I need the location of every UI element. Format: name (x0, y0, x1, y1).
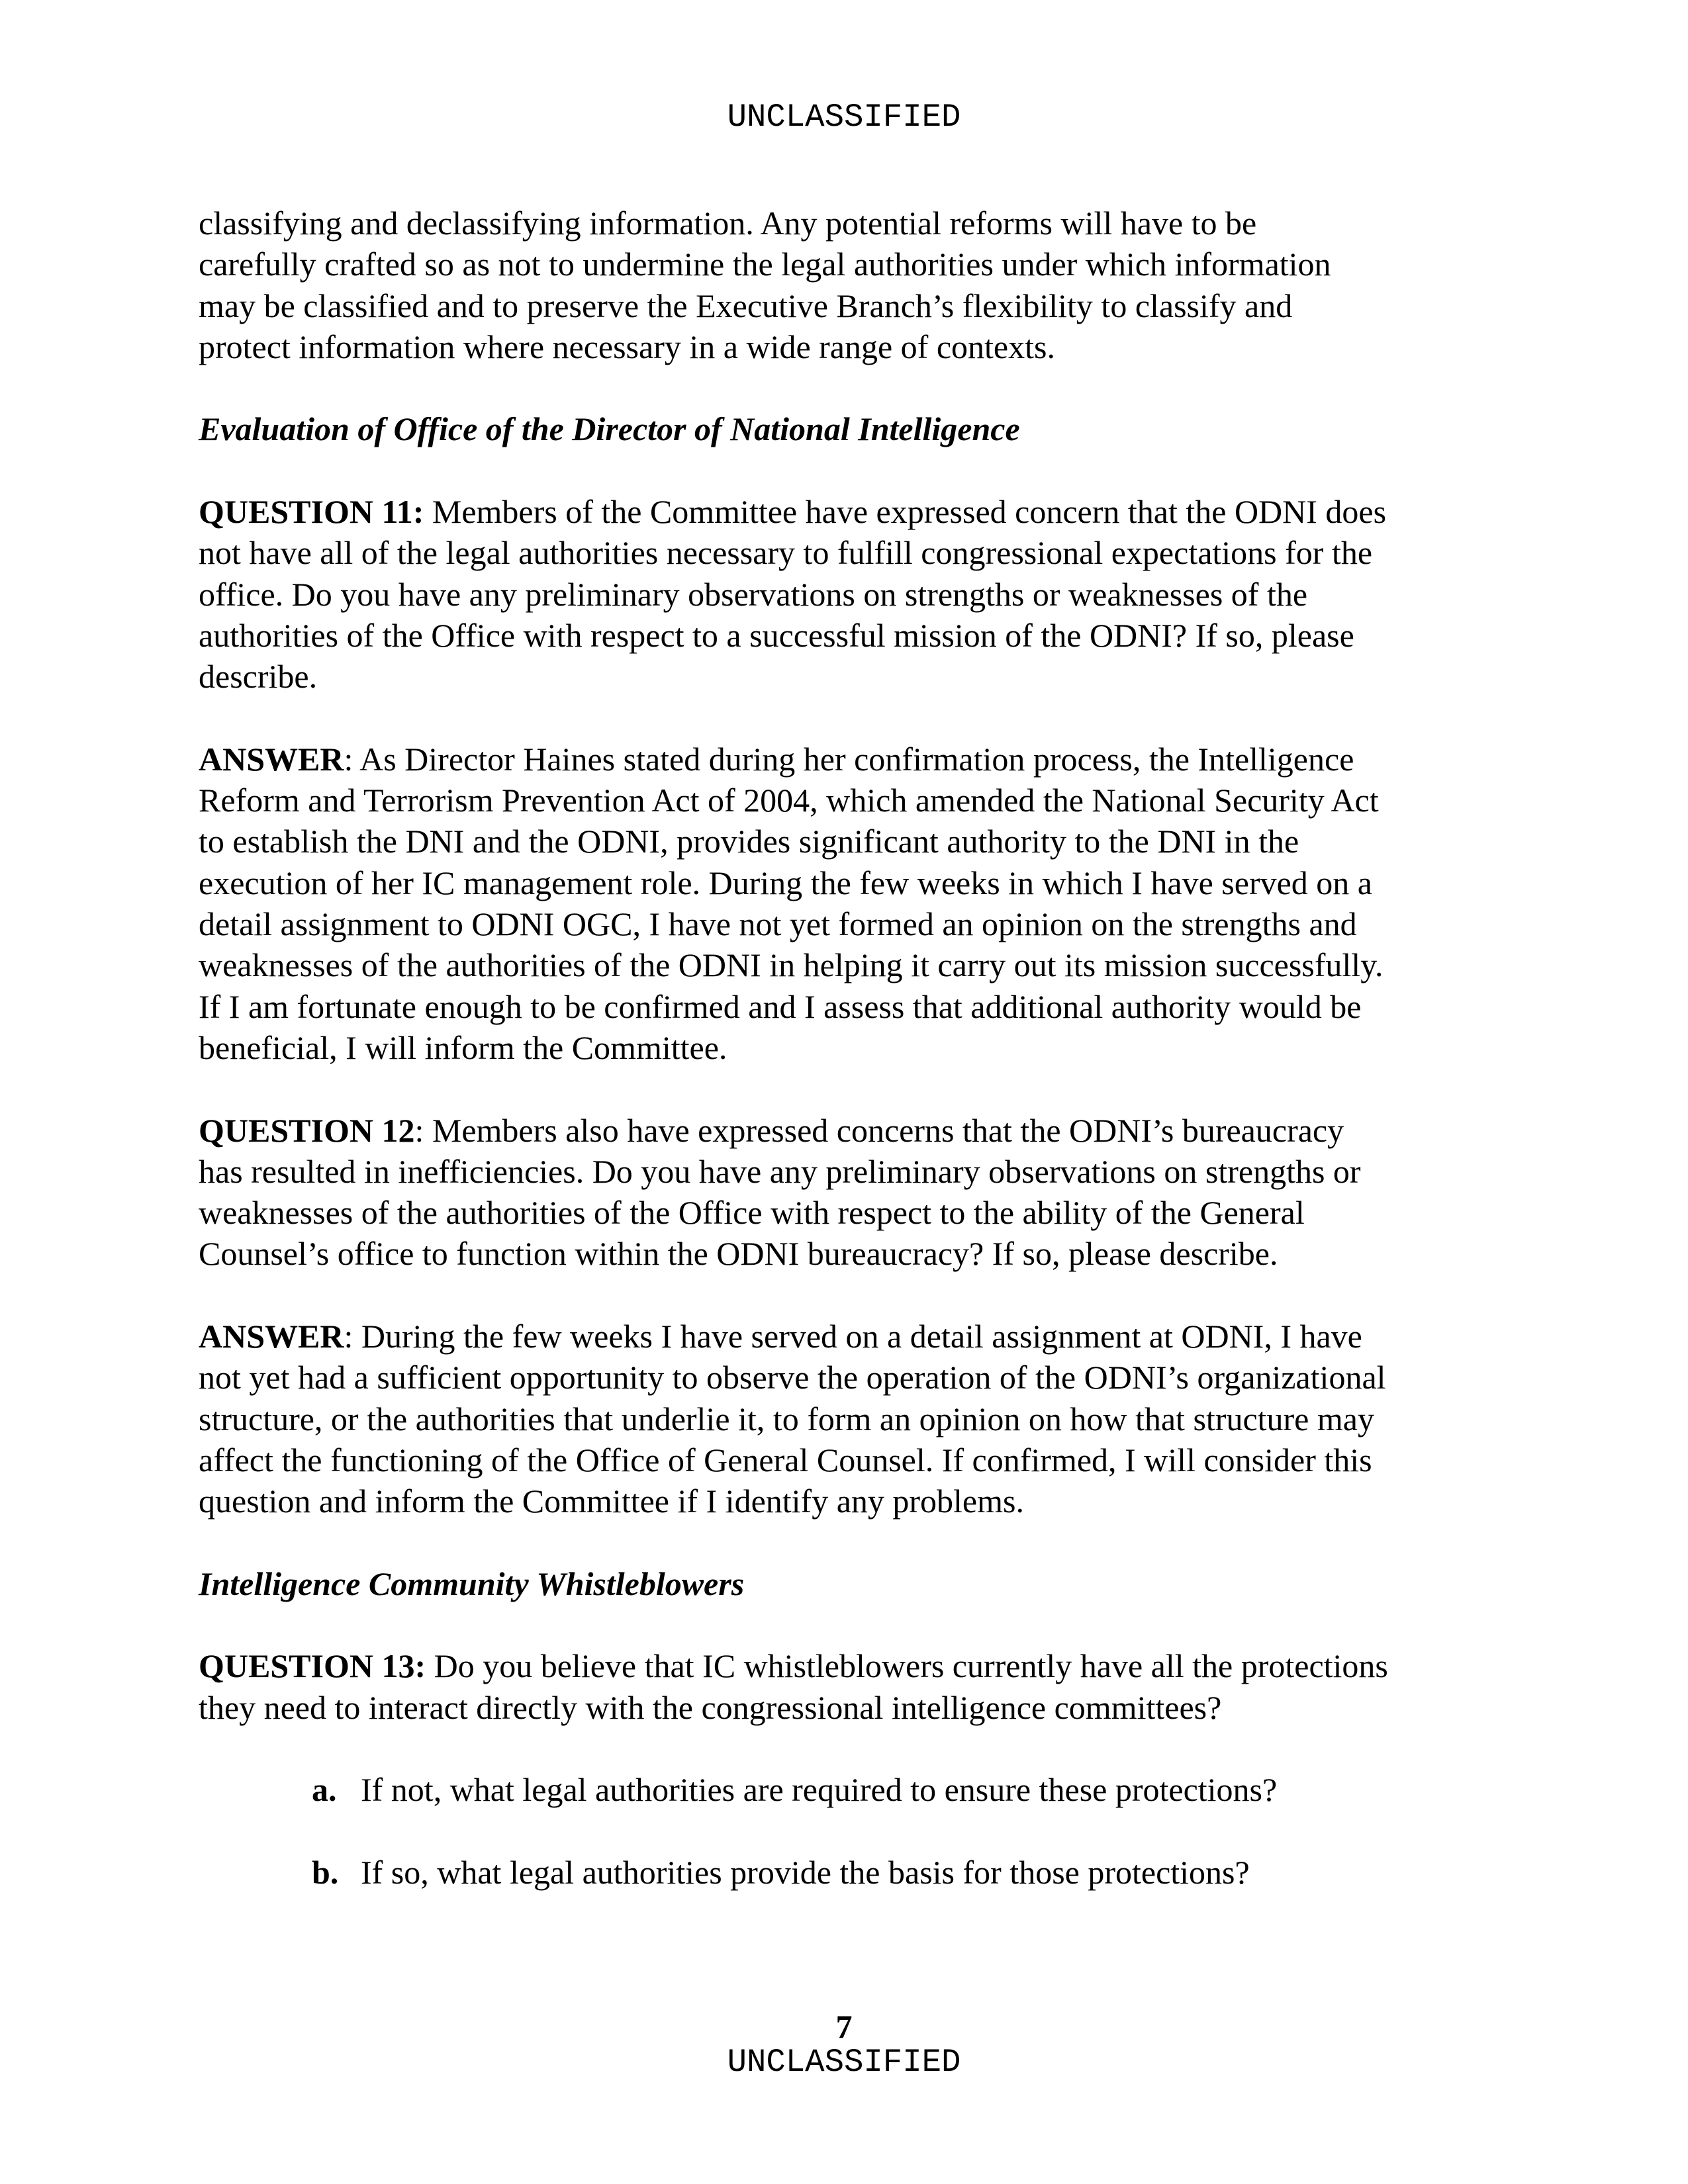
sub-question-a (199, 1769, 1496, 1810)
answer-first-line (199, 1316, 1496, 1357)
answer-line: beneficial, I will inform the Committee. (199, 1028, 727, 1066)
question-line: has resulted in inefficiencies. Do you have any preliminary observations on strengths or (199, 1152, 1361, 1190)
spacer (199, 450, 1496, 491)
sub-question-text: If so, what legal authorities provide the basis for those protections? (361, 1853, 1250, 1891)
answer-line: weaknesses of the authorities of the ODNI in helping it carry out its mission successfully. (199, 946, 1383, 984)
spacer (199, 698, 1496, 739)
spacer (199, 1275, 1496, 1316)
answer-line: not yet had a sufficient opportunity to observe the operation of the ODNI’s organizational (199, 1359, 1386, 1396)
classification-banner-top: UNCLASSIFIED (727, 99, 961, 136)
answer-line: Reform and Terrorism Prevention Act of 2004, which amended the National Security Act (199, 782, 1379, 819)
answer-line: to establish the DNI and the ODNI, provides significant authority to the DNI in the (199, 823, 1299, 860)
answer-label: ANSWER (199, 1318, 344, 1355)
sub-question-text: If not, what legal authorities are required to ensure these protections? (361, 1771, 1278, 1809)
section-heading: Intelligence Community Whistleblowers (199, 1565, 745, 1602)
question-line: authorities of the Office with respect to a successful mission of the ODNI? If so, please (199, 616, 1354, 654)
question-text-start: Members of the Committee have expressed concern that the ODNI does (424, 493, 1387, 531)
question-line: weaknesses of the authorities of the Office with respect to the ability of the General (199, 1194, 1305, 1232)
spacer (199, 1811, 1496, 1852)
answer-text-start: : During the few weeks I have served on a detail assignment at ODNI, I have (344, 1318, 1362, 1355)
answer-line: affect the functioning of the Office of General Counsel. If confirmed, I will consider this (199, 1441, 1372, 1479)
spacer (199, 1604, 1496, 1645)
question-first-line (199, 491, 1496, 532)
question-11 (199, 491, 1496, 697)
page-number: 7 (835, 2008, 853, 2045)
answer-label: ANSWER (199, 740, 344, 778)
paragraph-line: protect information where necessary in a wide range of contexts. (199, 328, 1055, 365)
question-line: describe. (199, 658, 318, 696)
answer-line: If I am fortunate enough to be confirmed and I assess that additional authority would be (199, 987, 1362, 1025)
answer-text-start: : As Director Haines stated during her confirmation process, the Intelligence (344, 740, 1354, 778)
list-marker: a. (312, 1771, 337, 1809)
list-marker: b. (312, 1853, 339, 1891)
question-line: not have all of the legal authorities necessary to fulfill congressional expectations for the (199, 534, 1373, 572)
question-label: QUESTION 13: (199, 1647, 426, 1685)
question-first-line (199, 1645, 1496, 1686)
spacer (199, 1522, 1496, 1563)
question-line: office. Do you have any preliminary observations on strengths or weaknesses of the (199, 575, 1308, 613)
answer-12 (199, 1316, 1496, 1522)
paragraph-line: may be classified and to preserve the Executive Branch’s flexibility to classify and (199, 287, 1293, 324)
answer-line: detail assignment to ODNI OGC, I have not yet formed an opinion on the strengths and (199, 905, 1357, 943)
paragraph-line: carefully crafted so as not to undermine the legal authorities under which information (199, 246, 1331, 283)
spacer (199, 1068, 1496, 1109)
intro-paragraph (199, 203, 1496, 367)
section-heading: Evaluation of Office of the Director of National Intelligence (199, 410, 1020, 448)
spacer (199, 367, 1496, 408)
answer-first-line (199, 739, 1496, 780)
question-label: QUESTION 12 (199, 1111, 415, 1149)
sub-question-b (199, 1852, 1496, 1893)
question-text-start: Do you believe that IC whistleblowers currently have all the protections (426, 1647, 1388, 1685)
spacer (199, 1728, 1496, 1769)
question-13 (199, 1645, 1496, 1893)
answer-11 (199, 739, 1496, 1068)
document-body (199, 203, 1496, 1893)
paragraph-line: classifying and declassifying information. Any potential reforms will have to be (199, 205, 1257, 242)
classification-banner-bottom: UNCLASSIFIED (727, 2044, 961, 2081)
answer-line: question and inform the Committee if I identify any problems. (199, 1482, 1024, 1520)
question-label: QUESTION 11: (199, 493, 424, 531)
answer-line: structure, or the authorities that underlie it, to form an opinion on how that structure may (199, 1400, 1374, 1437)
question-line: they need to interact directly with the congressional intelligence committees? (199, 1688, 1222, 1726)
question-first-line (199, 1110, 1496, 1151)
question-text-start: : Members also have expressed concerns that the ODNI’s bureaucracy (414, 1111, 1344, 1149)
answer-line: execution of her IC management role. During the few weeks in which I have served on a (199, 864, 1372, 901)
question-line: Counsel’s office to function within the ODNI bureaucracy? If so, please describe. (199, 1235, 1278, 1273)
question-12 (199, 1110, 1496, 1275)
